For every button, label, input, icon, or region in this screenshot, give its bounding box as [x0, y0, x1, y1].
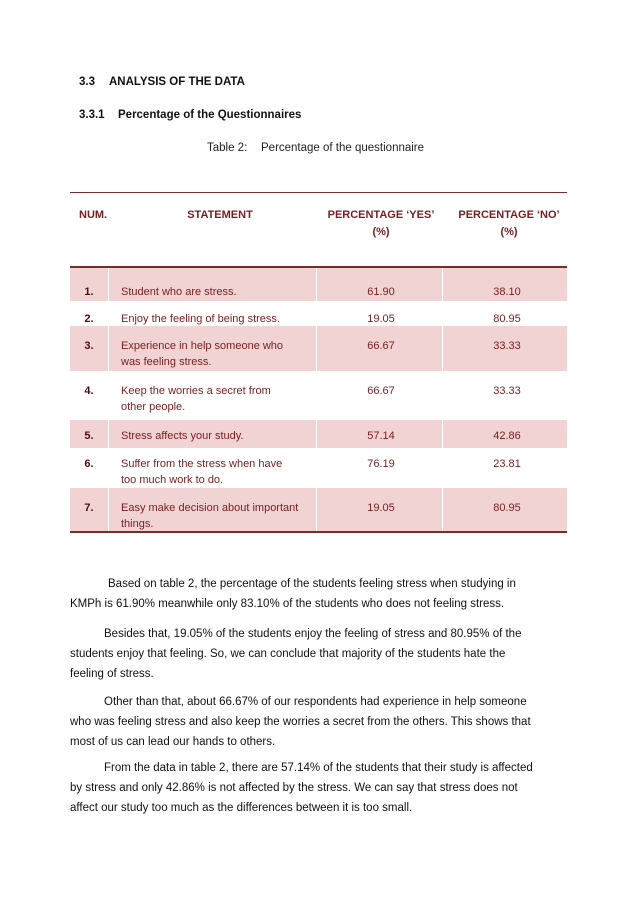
- paragraph-line: KMPh is 61.90% meanwhile only 83.10% of the students who does not feeling stress.: [70, 598, 505, 610]
- subsection-heading: [79, 109, 301, 121]
- row-yes-value: 57.14: [367, 430, 395, 442]
- table-row: [70, 268, 567, 301]
- row-no-value: 80.95: [493, 502, 521, 514]
- header-percentage-yes: [320, 207, 442, 241]
- row-num: 2.: [84, 313, 94, 325]
- header-num: NUM.: [79, 209, 108, 221]
- table-caption-text: Percentage of the questionnaire: [261, 142, 425, 154]
- row-no-value: 38.10: [493, 286, 521, 298]
- paragraph-line: students enjoy that feeling. So, we can conclude that majority of the students hate the: [70, 648, 506, 660]
- table-caption: [207, 142, 424, 154]
- section-number: 3.3: [79, 76, 95, 88]
- row-yes-value: 19.05: [367, 313, 395, 325]
- row-no-value: 42.86: [493, 430, 521, 442]
- paragraph-line: Based on table 2, the percentage of the students feeling stress when studying in: [108, 578, 516, 590]
- row-yes-value: 76.19: [367, 458, 395, 470]
- row-statement-line1: Enjoy the feeling of being stress.: [121, 313, 280, 325]
- row-statement-line1: Student who are stress.: [121, 286, 237, 298]
- table-row: [70, 326, 567, 371]
- paragraph-2: [70, 624, 567, 684]
- subsection-title: Percentage of the Questionnaires: [118, 109, 302, 121]
- row-num: 1.: [84, 286, 94, 298]
- table-top-rule: [70, 192, 567, 193]
- header-yes-line1: PERCENTAGE ‘YES’: [327, 209, 435, 221]
- row-statement: [121, 338, 316, 370]
- row-statement-line1: Experience in help someone who: [121, 340, 284, 352]
- row-no-value: 80.95: [493, 313, 521, 325]
- header-no-line2: (%): [500, 226, 518, 238]
- table-bottom-rule: [70, 531, 567, 533]
- paragraph-line: most of us can lead our hands to others.: [70, 736, 276, 748]
- row-statement-line2: other people.: [121, 401, 186, 413]
- row-statement-line2: too much work to do.: [121, 474, 224, 486]
- row-num: 7.: [84, 502, 94, 514]
- paragraph-3: [70, 692, 567, 752]
- row-statement: [121, 428, 316, 444]
- row-no-value: 33.33: [493, 385, 521, 397]
- paragraph-4: [70, 758, 567, 818]
- row-statement-line1: Stress affects your study.: [121, 430, 244, 442]
- header-statement: STATEMENT: [187, 209, 253, 221]
- table-caption-label: Table 2:: [207, 142, 248, 154]
- row-statement: [121, 456, 316, 488]
- section-heading: [79, 76, 245, 88]
- row-statement: [121, 284, 316, 300]
- row-statement-line2: was feeling stress.: [121, 356, 212, 368]
- paragraph-line: From the data in table 2, there are 57.14% of the students that their study is affected: [104, 762, 533, 774]
- table-row: [70, 488, 567, 531]
- table-row: [70, 301, 567, 326]
- paragraph-line: Besides that, 19.05% of the students enjoy the feeling of stress and 80.95% of the: [104, 628, 522, 640]
- row-yes-value: 66.67: [367, 385, 395, 397]
- row-statement: [121, 311, 316, 327]
- row-no-value: 33.33: [493, 340, 521, 352]
- row-statement-line1: Suffer from the stress when have: [121, 458, 283, 470]
- paragraph-line: feeling of stress.: [70, 668, 154, 680]
- table-row: [70, 371, 567, 420]
- row-yes-value: 66.67: [367, 340, 395, 352]
- section-title: ANALYSIS OF THE DATA: [109, 76, 245, 88]
- subsection-number: 3.3.1: [79, 109, 105, 121]
- row-num: 6.: [84, 458, 94, 470]
- header-yes-line2: (%): [372, 226, 390, 238]
- row-statement: [121, 500, 316, 532]
- paragraph-line: who was feeling stress and also keep the worries a secret from the others. This shows that: [70, 716, 531, 728]
- table-row: [70, 420, 567, 448]
- row-num: 4.: [84, 385, 94, 397]
- row-statement-line2: things.: [121, 518, 154, 530]
- paragraph-line: Other than that, about 66.67% of our respondents had experience in help someone: [104, 696, 527, 708]
- paragraph-line: affect our study too much as the differences between it is too small.: [70, 802, 413, 814]
- paragraph-line: by stress and only 42.86% is not affected by the stress. We can say that stress does not: [70, 782, 518, 794]
- row-statement-line1: Easy make decision about important: [121, 502, 299, 514]
- row-num: 3.: [84, 340, 94, 352]
- row-yes-value: 61.90: [367, 286, 395, 298]
- row-no-value: 23.81: [493, 458, 521, 470]
- row-statement: [121, 383, 316, 415]
- header-percentage-no: [448, 207, 570, 241]
- row-num: 5.: [84, 430, 94, 442]
- paragraph-1: [70, 574, 567, 614]
- row-statement-line1: Keep the worries a secret from: [121, 385, 271, 397]
- table-row: [70, 448, 567, 488]
- row-yes-value: 19.05: [367, 502, 395, 514]
- header-no-line1: PERCENTAGE ‘NO’: [458, 209, 560, 221]
